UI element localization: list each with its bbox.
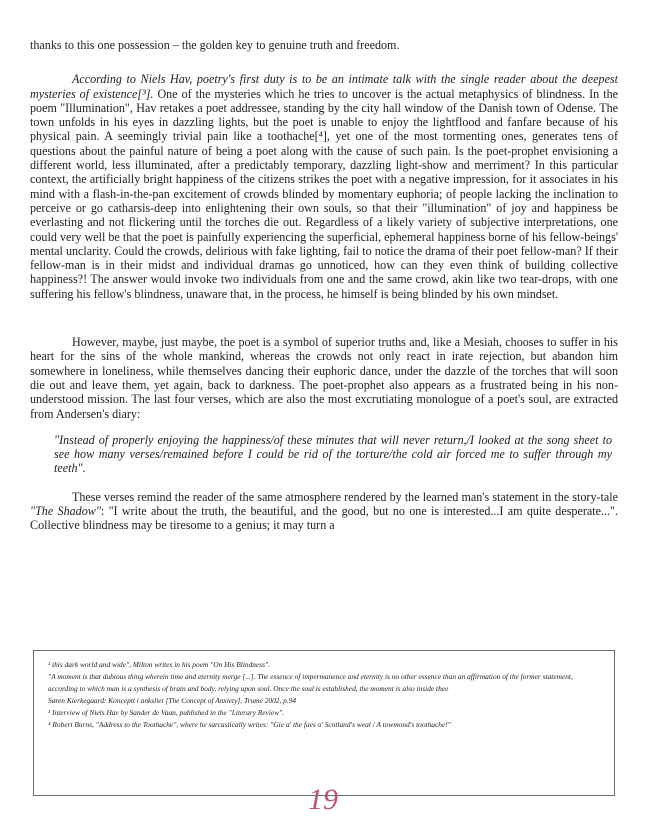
paragraph-text: These verses remind the reader of the same atmosphere rendered by the learned man's statement in the story-tale: [72, 489, 618, 504]
paragraph-text: : "I write about the truth, the beautiful, and the good, but no one is interested...I am quite desperate...". Collective blindness may be tiresome to a genius; it may turn a: [30, 504, 618, 533]
paragraph-text: One of the mysteries which he tries to uncover is the actual metaphysics of blindness. In the poem "Illumination", Hav retakes a poet addressee, standing by the city hall window of the Danish town of Odense. The town unfolds in his eyes in dazzling lights, but the poet is unable to enjoy the lightflood and fanfare because of his physical pain. A seemingly trivial pain like a toothache[⁴], yet one of the most tormenting ones, generates tens of questions about the painful nature of being a poet along with the cause of such pain. Is the poet-prophet envisioning a different world, less illuminated, after a predictably temporary, dazzling light-show and merriment? In this particular context, the artificially bright happiness of the citizens strikes the poet with a negative impression, for it associates in his mind with a flash-in-the-pan excitement of crowds blinded by momentary euphoria; of people lacking the inclination to perceive or go catharsis-deep into enlightening their own souls, so that their "illumination" of joy and happiness be everlasting and not flickering until the torches die out. Regardless of a likely variety of subjective interpretations, one could very well be that the poet is painfully experiencing the superficial, ephemeral happiness borne of his fellow-beings' mental unclarity. Could the crowds, delirious with fake lighting, fail to notice the drama of their poet fellow-man? If their fellow-man is in their midst and individual dramas go unnoticed, how can they even think of building collective happiness?! The answer would invoke two individuals from one and the same crowd, akin like two tear-drops, with one suffering his fellow's blindness, unaware that, in the process, he himself is being blinded by his own mindset.: [30, 86, 618, 301]
paragraph-mesiah: However, maybe, just maybe, the poet is a symbol of superior truths and, like a Mesiah, chooses to suffer in his heart for the sins of the whole mankind, whereas the crowds not only react in irate rejection, but abandon him somewhere in loneliness, while themselves dancing their euphoric dance, under the dazzle of the torches that will soon die out and leave them, yet again, back to darkness. The poet-prophet also appears as a frustrated being in his non-understood mission. The last four verses, which are also the most excrutiating monologue of a poet's soul, are extracted from Andersen's diary:: [30, 335, 618, 421]
paragraph-shadow: [30, 490, 618, 533]
footnote: ⁴ Robert Burns, "Address to the Toothache", where he sarcastically writes: "Gie a' the faes o' Scotland's weal / A towmond's toothache!": [48, 720, 451, 730]
italic-lead: According to Niels Hav, poetry's first duty is to be an intimate talk with the single reader about the deepest mysteries of existence[³].: [30, 72, 618, 101]
page-number: 19: [308, 783, 338, 816]
footnotes-box: [33, 650, 615, 796]
story-title: "The Shadow": [30, 504, 101, 519]
footnote: ² this dark world and wide", Milton writes in his poem "On His Blindness".: [48, 660, 270, 669]
footnote: ³ Interview of Niels Hav by Sander de Vaan, published in the "Literary Review".: [48, 708, 285, 718]
paragraph-niels-hav: [30, 72, 618, 301]
footnote: Søren Kierkegaard: Konceptt i anksliet [The Concept of Anxiety], Trumé 2002, p.94: [48, 696, 297, 706]
footnote: "A moment is that dubious thing wherein time and eternity merge [...]. The essence of impermanence and eternity is no other essence than an affirmation of the former statement, according to which man is a synthesis of brain and body, relying upon soul. Once the soul is established, the moment is also inside thee: [48, 672, 573, 694]
article-body: [30, 38, 618, 533]
diary-quote: "Instead of properly enjoying the happiness/of these minutes that will never return,/I looked at the song sheet to see how many verses/remained before I could be rid of the torture/the cold air forced me to suffer through my teeth".: [54, 432, 612, 476]
paragraph-continuation: thanks to this one possession – the golden key to genuine truth and freedom.: [30, 38, 400, 52]
